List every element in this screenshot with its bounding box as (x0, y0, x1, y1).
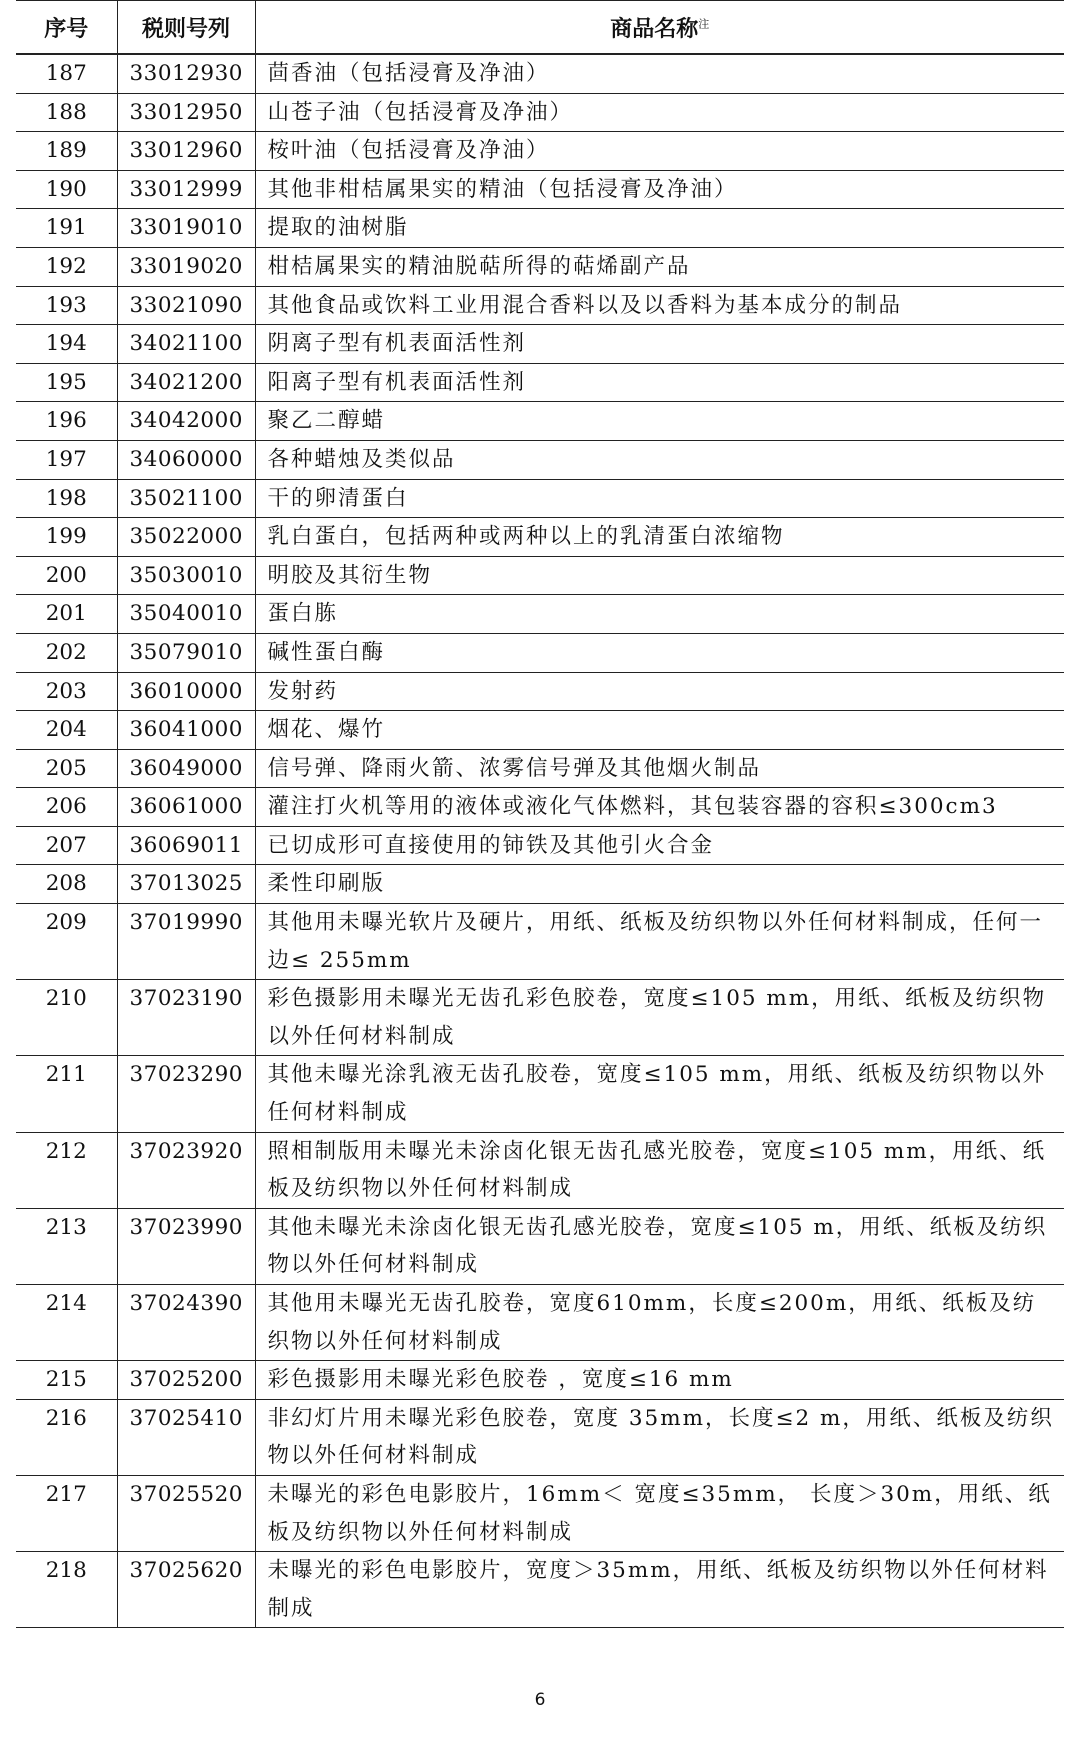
row-seq: 200 (16, 556, 117, 595)
row-seq: 192 (16, 247, 117, 286)
table-row (16, 904, 1064, 980)
row-seq: 197 (16, 440, 117, 479)
table-row (16, 363, 1064, 402)
table-row (16, 209, 1064, 248)
row-name: 照相制版用未曝光未涂卤化银无齿孔感光胶卷，宽度≤105 mm，用纸、纸板及纺织物以外任何材料制成 (255, 1132, 1064, 1208)
table-row (16, 1552, 1064, 1628)
row-seq: 218 (16, 1552, 117, 1628)
table-row (16, 286, 1064, 325)
row-code: 33021090 (117, 286, 255, 325)
row-seq: 196 (16, 402, 117, 441)
row-name: 桉叶油（包括浸膏及净油） (255, 132, 1064, 171)
row-name: 柔性印刷版 (255, 865, 1064, 904)
row-name: 信号弹、降雨火箭、浓雾信号弹及其他烟火制品 (255, 749, 1064, 788)
table-row (16, 672, 1064, 711)
table-row (16, 1056, 1064, 1132)
table-row (16, 633, 1064, 672)
table-row (16, 556, 1064, 595)
row-code: 36049000 (117, 749, 255, 788)
table-row (16, 865, 1064, 904)
row-code: 37025520 (117, 1475, 255, 1551)
row-code: 37025200 (117, 1361, 255, 1400)
row-seq: 208 (16, 865, 117, 904)
row-seq: 214 (16, 1285, 117, 1361)
row-seq: 207 (16, 826, 117, 865)
row-code: 33019020 (117, 247, 255, 286)
row-code: 33012930 (117, 54, 255, 93)
row-name: 彩色摄影用未曝光彩色胶卷 ，宽度≤16 mm (255, 1361, 1064, 1400)
row-code: 33012960 (117, 132, 255, 171)
row-code: 35079010 (117, 633, 255, 672)
row-seq: 201 (16, 595, 117, 634)
row-seq: 215 (16, 1361, 117, 1400)
row-seq: 211 (16, 1056, 117, 1132)
row-name: 蛋白胨 (255, 595, 1064, 634)
table-body (16, 54, 1064, 1628)
row-name: 聚乙二醇蜡 (255, 402, 1064, 441)
table-row (16, 170, 1064, 209)
row-seq: 190 (16, 170, 117, 209)
header-code: 税则号列 (117, 1, 255, 55)
row-name: 山苍子油（包括浸膏及净油） (255, 93, 1064, 132)
table-row (16, 980, 1064, 1056)
row-name: 阴离子型有机表面活性剂 (255, 325, 1064, 364)
row-code: 35040010 (117, 595, 255, 634)
row-name: 阳离子型有机表面活性剂 (255, 363, 1064, 402)
row-seq: 191 (16, 209, 117, 248)
row-seq: 206 (16, 788, 117, 827)
row-seq: 209 (16, 904, 117, 980)
row-code: 37023290 (117, 1056, 255, 1132)
row-name: 其他用未曝光无齿孔胶卷，宽度610mm，长度≤200m，用纸、纸板及纺织物以外任何材料制成 (255, 1285, 1064, 1361)
row-name: 各种蜡烛及类似品 (255, 440, 1064, 479)
row-name: 已切成形可直接使用的铈铁及其他引火合金 (255, 826, 1064, 865)
row-code: 36010000 (117, 672, 255, 711)
table-row (16, 1132, 1064, 1208)
table-row (16, 518, 1064, 557)
row-code: 33019010 (117, 209, 255, 248)
table-row (16, 595, 1064, 634)
row-code: 35021100 (117, 479, 255, 518)
tariff-table-container (16, 0, 1064, 1628)
row-name: 柑桔属果实的精油脱萜所得的萜烯副产品 (255, 247, 1064, 286)
row-code: 34021200 (117, 363, 255, 402)
row-seq: 210 (16, 980, 117, 1056)
row-name: 干的卵清蛋白 (255, 479, 1064, 518)
header-note-mark: 注 (698, 17, 710, 31)
row-code: 34060000 (117, 440, 255, 479)
row-seq: 213 (16, 1208, 117, 1284)
row-code: 36061000 (117, 788, 255, 827)
row-name: 灌注打火机等用的液体或液化气体燃料，其包装容器的容积≤300cm3 (255, 788, 1064, 827)
table-row (16, 132, 1064, 171)
row-name: 茴香油（包括浸膏及净油） (255, 54, 1064, 93)
row-name: 未曝光的彩色电影胶片，宽度＞35mm，用纸、纸板及纺织物以外任何材料制成 (255, 1552, 1064, 1628)
table-header (16, 1, 1064, 55)
row-seq: 212 (16, 1132, 117, 1208)
row-seq: 193 (16, 286, 117, 325)
header-row (16, 1, 1064, 55)
header-name-cell (255, 1, 1064, 55)
row-name: 碱性蛋白酶 (255, 633, 1064, 672)
table-row (16, 749, 1064, 788)
row-seq: 187 (16, 54, 117, 93)
table-row (16, 1285, 1064, 1361)
table-row (16, 325, 1064, 364)
row-name: 其他未曝光涂乳液无齿孔胶卷，宽度≤105 mm，用纸、纸板及纺织物以外任何材料制成 (255, 1056, 1064, 1132)
row-code: 35022000 (117, 518, 255, 557)
table-row (16, 479, 1064, 518)
row-seq: 195 (16, 363, 117, 402)
row-code: 33012999 (117, 170, 255, 209)
row-name: 其他非柑桔属果实的精油（包括浸膏及净油） (255, 170, 1064, 209)
table-row (16, 826, 1064, 865)
row-seq: 202 (16, 633, 117, 672)
row-seq: 199 (16, 518, 117, 557)
table-row (16, 402, 1064, 441)
row-name: 非幻灯片用未曝光彩色胶卷，宽度 35mm，长度≤2 m，用纸、纸板及纺织物以外任何材料制成 (255, 1399, 1064, 1475)
table-row (16, 93, 1064, 132)
row-name: 未曝光的彩色电影胶片，16mm＜ 宽度≤35mm， 长度＞30m，用纸、纸板及纺织物以外任何材料制成 (255, 1475, 1064, 1551)
row-code: 37023190 (117, 980, 255, 1056)
row-name: 提取的油树脂 (255, 209, 1064, 248)
table-row (16, 440, 1064, 479)
row-code: 37023920 (117, 1132, 255, 1208)
row-seq: 198 (16, 479, 117, 518)
row-code: 34042000 (117, 402, 255, 441)
table-row (16, 1361, 1064, 1400)
row-seq: 203 (16, 672, 117, 711)
row-code: 37025410 (117, 1399, 255, 1475)
row-name: 其他未曝光未涂卤化银无齿孔感光胶卷，宽度≤105 m，用纸、纸板及纺织物以外任何材料制成 (255, 1208, 1064, 1284)
row-code: 34021100 (117, 325, 255, 364)
row-code: 37025620 (117, 1552, 255, 1628)
row-code: 36041000 (117, 711, 255, 750)
row-name: 其他用未曝光软片及硬片，用纸、纸板及纺织物以外任何材料制成，任何一边≤ 255mm (255, 904, 1064, 980)
table-row (16, 1475, 1064, 1551)
row-code: 36069011 (117, 826, 255, 865)
row-code: 33012950 (117, 93, 255, 132)
table-row (16, 1208, 1064, 1284)
page-number: 6 (534, 1690, 546, 1710)
row-seq: 188 (16, 93, 117, 132)
row-name: 其他食品或饮料工业用混合香料以及以香料为基本成分的制品 (255, 286, 1064, 325)
row-seq: 194 (16, 325, 117, 364)
table-row (16, 247, 1064, 286)
header-name: 商品名称 (610, 16, 699, 42)
row-seq: 205 (16, 749, 117, 788)
table-row (16, 788, 1064, 827)
row-name: 彩色摄影用未曝光无齿孔彩色胶卷，宽度≤105 mm，用纸、纸板及纺织物以外任何材料制成 (255, 980, 1064, 1056)
row-name: 明胶及其衍生物 (255, 556, 1064, 595)
table-row (16, 54, 1064, 93)
row-code: 37023990 (117, 1208, 255, 1284)
table-row (16, 1399, 1064, 1475)
row-name: 烟花、爆竹 (255, 711, 1064, 750)
tariff-table (16, 0, 1064, 1628)
row-seq: 216 (16, 1399, 117, 1475)
row-code: 37024390 (117, 1285, 255, 1361)
row-name: 发射药 (255, 672, 1064, 711)
row-code: 35030010 (117, 556, 255, 595)
row-code: 37013025 (117, 865, 255, 904)
row-code: 37019990 (117, 904, 255, 980)
row-seq: 217 (16, 1475, 117, 1551)
row-seq: 189 (16, 132, 117, 171)
table-row (16, 711, 1064, 750)
row-seq: 204 (16, 711, 117, 750)
row-name: 乳白蛋白，包括两种或两种以上的乳清蛋白浓缩物 (255, 518, 1064, 557)
header-seq: 序号 (16, 1, 117, 55)
